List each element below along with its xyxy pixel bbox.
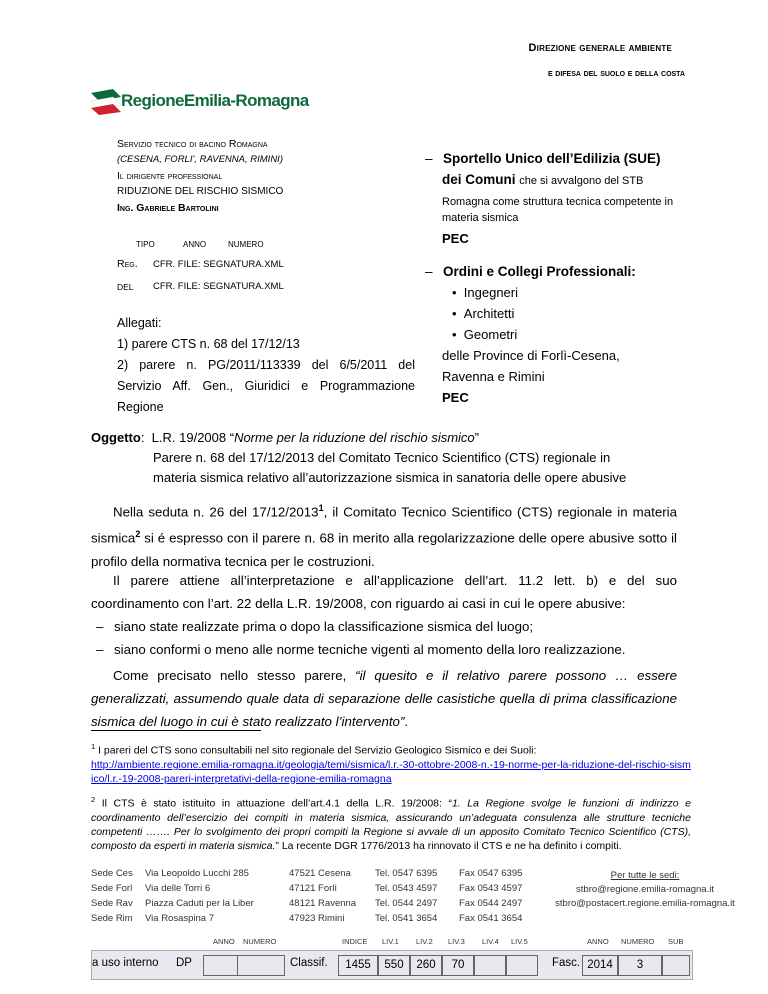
paragraph-3: Come precisato nello stesso parere, “il quesito e il relativo parere possono … essere generalizzati, assumendo quale data di separazione delle casistiche quella di prima classificazione sismica del luogo in cui è stato realizzato l’intervento”. (91, 668, 677, 729)
list-item: • Geometri (452, 327, 518, 342)
service-area: (CESENA, FORLI', RAVENNA, RIMINI) (117, 154, 283, 165)
recipients-block (425, 150, 685, 408)
recipient-1-desc: Romagna come struttura tecnica competente in materia sismica (442, 196, 674, 224)
col-anno: ANNO (183, 240, 207, 249)
hdr-anno-2: ANNO (587, 937, 609, 946)
anno-field[interactable] (203, 955, 239, 976)
internal-use-label: a uso interno (92, 957, 159, 969)
fasc-anno-field[interactable]: 2014 (582, 955, 618, 976)
dash-icon: – (96, 619, 104, 634)
law-title: Norme per la riduzione del rischio sismico (234, 430, 475, 445)
bullet-icon: • (452, 306, 457, 321)
subject-label: Oggetto (91, 430, 141, 445)
hdr-sub: SUB (668, 937, 684, 946)
dash-icon: – (425, 264, 433, 279)
classification-strip (91, 950, 693, 980)
dash-icon: – (425, 151, 433, 166)
del-label: DEL (117, 282, 134, 292)
email-address[interactable]: stbro@regione.emilia-romagna.it (576, 884, 714, 895)
footnote-separator (91, 730, 261, 731)
contact-label: Per tutte le sedi: (610, 870, 680, 881)
list-item: • Architetti (452, 306, 515, 321)
recipient-2-desc: delle Province di Forlì-Cesena, Ravenna e Rimini (442, 348, 620, 384)
fasc-label: Fasc. (552, 957, 581, 969)
attachments-label: Allegati: (117, 316, 162, 330)
paragraph-1: Nella seduta n. 26 del 17/12/2013$^1$, il Comitato Tecnico Scientifico (CTS) regionale in materia sismica$^2$ si é espresso con il parere n. 68 in merito alla regolarizzazione delle opere abusive sotto il profilo della normativa tecnica per le costruzioni. (91, 503, 678, 569)
regione-flag-icon (91, 89, 121, 115)
dash-icon: – (96, 642, 104, 657)
attachment-2: 2) parere n. PG/2011/113339 del 6/5/2011 del Servizio Aff. Gen., Giuridici e Programmazione Regione (117, 358, 415, 414)
col-tipo: TIPO (136, 240, 155, 249)
logo-text: RegioneEmilia-Romagna (121, 91, 309, 110)
recipient-1-title-c: che si avvalgono del STB (519, 175, 644, 187)
del-value: CFR. FILE: SEGNATURA.XML (153, 281, 284, 292)
liv4-field[interactable] (474, 955, 506, 976)
list-item: – siano conformi o meno alle norme tecniche vigenti al momento della loro realizzazione. (96, 638, 682, 661)
recipient-2-title: Ordini e Collegi Professionali: (443, 264, 636, 279)
indice-field[interactable]: 1455 (338, 955, 378, 976)
department-subtitle: e difesa del suolo e della costa (547, 68, 685, 79)
footnote-ref-1[interactable]: 1 (318, 503, 324, 513)
pec-address[interactable]: stbro@postacert.regione.emilia-romagna.it (555, 898, 735, 909)
hdr-numero-2: NUMERO (621, 937, 655, 946)
sender-block (117, 136, 283, 216)
liv1-field[interactable]: 550 (378, 955, 410, 976)
role-line-1: Il dirigente professional (117, 170, 223, 182)
recipient-1-title: Sportello Unico dell’Edilizia (SUE) (443, 151, 661, 166)
hdr-indice: INDICE (342, 937, 368, 946)
table-row: Sede Forl Via delle Torri 6 47121 Forlì Tel. 0543 4597 Fax 0543 4597 (91, 883, 523, 894)
table-row: Sede Ces Via Leopoldo Lucchi 285 47521 Cesena Tel. 0547 6395 Fax 0547 6395 (91, 868, 523, 879)
col-numero: NUMERO (228, 240, 264, 249)
recipient-1-title-b: dei Comuni (442, 172, 516, 187)
signer-name: Ing. Gabriele Bartolini (117, 202, 219, 214)
numero-field[interactable] (237, 955, 285, 976)
classif-label: Classif. (290, 957, 328, 969)
hdr-numero: NUMERO (243, 937, 277, 946)
recipient-2-pec: PEC (442, 390, 469, 405)
footnote-1: $^1$ I pareri del CTS sono consultabili nel sito regionale del Servizio Geologico Sismico e dei Suoli: http://ambiente.regione.emilia-romagna.it/geologia/temi/sismica/l.r.-30-ottobre-2008-n.-19-norme-per-la-riduzione-del-rischio-sismico/l.r.-19-2008-pareri-interpretativi-della-regione-emilia-romagna (91, 742, 691, 785)
footnote-1-link[interactable]: http://ambiente.regione.emilia-romagna.it/geologia/temi/sismica/l.r.-30-ottobre-2008-n.-19-norme-per-la-riduzione-del-rischio-sismico/l.r.-19-2008-pareri-interpretativi-della-regione-emilia-romagna (91, 758, 691, 785)
contact-block (540, 869, 750, 911)
subject-block: Oggetto: L.R. 19/2008 “Norme per la riduzione del rischio sismico” Parere n. 68 del 17/12/2013 del Comitato Tecnico Scientifico (CTS) regionale in materia sismica relativo all’autorizzazione sismica in sanatoria delle opere abusive (91, 428, 626, 488)
reg-value: CFR. FILE: SEGNATURA.XML (153, 259, 284, 270)
list-item: • Ingegneri (452, 285, 519, 300)
fasc-numero-field[interactable]: 3 (618, 955, 662, 976)
attachment-1: 1) parere CTS n. 68 del 17/12/13 (117, 337, 300, 351)
regione-logo (91, 89, 313, 115)
table-row: Sede Rav Piazza Caduti per la Liber 48121 Ravenna Tel. 0544 2497 Fax 0544 2497 (91, 898, 523, 909)
recipient-1-pec: PEC (442, 231, 469, 246)
role-line-2: RIDUZIONE DEL RISCHIO SISMICO (117, 186, 284, 197)
hdr-liv1: LIV.1 (382, 937, 399, 946)
reg-label: Reg. (117, 258, 138, 270)
hdr-liv4: LIV.4 (482, 937, 499, 946)
recipient-1 (425, 150, 685, 247)
attachments (117, 313, 415, 418)
liv2-field[interactable]: 260 (410, 955, 442, 976)
recipient-2 (425, 261, 685, 408)
liv5-field[interactable] (506, 955, 538, 976)
list-item: – siano state realizzate prima o dopo la classificazione sismica del luogo; (96, 615, 682, 638)
table-row: Sede Rim Via Rosaspina 7 47923 Rimini Tel. 0541 3654 Fax 0541 3654 (91, 913, 523, 924)
footnote-ref-2[interactable]: 2 (135, 529, 141, 540)
hdr-liv3: LIV.3 (448, 937, 465, 946)
paragraph-2: Il parere attiene all’interpretazione e all’applicazione dell’art. 11.2 lett. b) e del suo coordinamento con l’art. 22 della L.R. 19/2008, con riguardo ai casi in cui le opere abusive: (91, 573, 677, 611)
offices-table (91, 866, 531, 926)
subject-line-3: materia sismica relativo all’autorizzazione sismica in sanatoria delle opere abusive (153, 470, 627, 485)
subject-line-2: Parere n. 68 del 17/12/2013 del Comitato Tecnico Scientifico (CTS) regionale in (153, 450, 611, 465)
bullet-icon: • (452, 327, 457, 342)
department-title: Direzione generale ambiente (528, 42, 672, 54)
fasc-sub-field[interactable] (662, 955, 690, 976)
bullet-icon: • (452, 285, 457, 300)
service-name: Servizio tecnico di bacino Romagna (117, 138, 268, 150)
quoted-opinion: “il quesito e il relativo parere possono … essere generalizzati, assumendo quale data di separazione delle casistiche quella di prima classificazione sismica del luogo in cui è stato realizzato l’intervento” (91, 668, 677, 729)
hdr-liv2: LIV.2 (416, 937, 433, 946)
hdr-anno: ANNO (213, 937, 235, 946)
liv3-field[interactable]: 70 (442, 955, 474, 976)
hdr-liv5: LIV.5 (511, 937, 528, 946)
dp-label: DP (176, 957, 192, 969)
footnote-2: $^2$ Il CTS è stato istituito in attuazione dell’art.4.1 della L.R. 19/2008: “1. La Regione svolge le funzioni di indirizzo e coordinamento dell’esercizio dei compiti in materia sismica, assicurando un’adeguata consulenza alle strutture tecniche competenti ……. Per lo svolgimento dei propri compiti la Regione si avvale di un apposito Comitato Tecnico Scientifico (CTS), composto da esperti in materia sismica.” La recente DGR 1776/2013 ha rinnovato il CTS e ne ha definito i compiti. (91, 795, 691, 852)
